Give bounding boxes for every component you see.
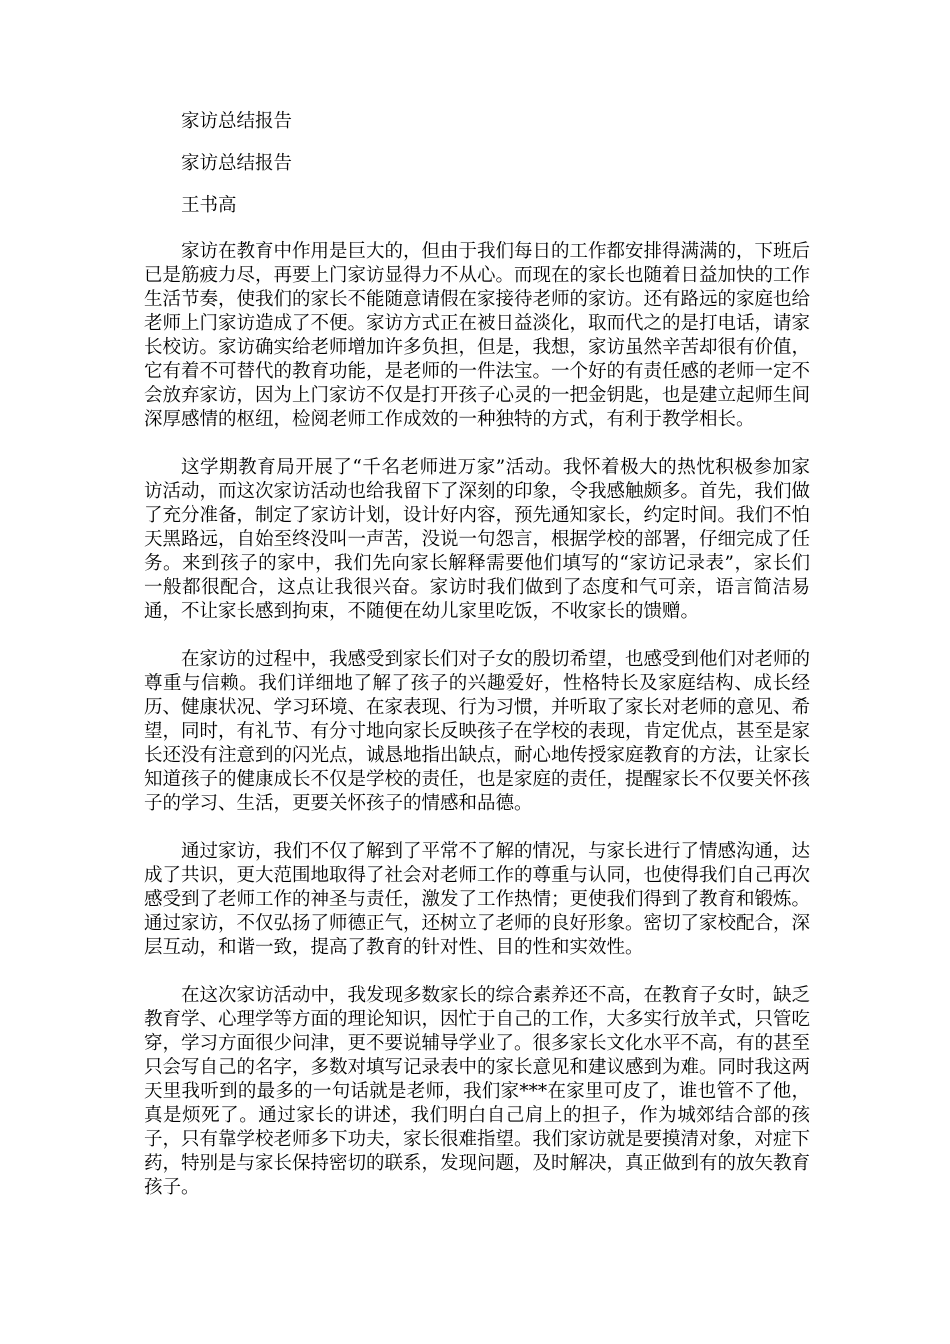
paragraph: 这学期教育局开展了“千名老师进万家”活动。我怀着极大的热忱积极参加家访活动，而这次家访活动也给我留下了深刻的印象，令我感触颇多。首先，我们做了充分准备，制定了家访计划，设计好内容，预先通知家长，约定时间。我们不怕天黑路远，自始至终没叫一声苦，没说一句怨言，根据学校的部署，仔细完成了任务。来到孩子的家中，我们先向家长解释需要他们填写的“家访记录表”，家长们一般都很配合，这点让我很兴奋。家访时我们做到了态度和气可亲，语言简洁易通，不让家长感到拘束，不随便在幼儿家里吃饭，不收家长的馈赠。 — [144, 457, 811, 622]
document-heading: 家访总结报告 — [181, 111, 293, 132]
paragraph: 家访在教育中作用是巨大的，但由于我们每日的工作都安排得满满的，下班后已是筋疲力尽，再要上门家访显得力不从心。而现在的家长也随着日益加快的工作生活节奏，使我们的家长不能随意请假在家接待老师的家访。还有路远的家庭也给老师上门家访造成了不便。家访方式正在被日益淡化，取而代之的是打电话，请家长校访。家访确实给老师增加许多负担，但是，我想，家访虽然辛苦却很有价值，它有着不可替代的教育功能，是老师的一件法宝。一个好的有责任感的老师一定不会放弃家访，因为上门家访不仅是打开孩子心灵的一把金钥匙，也是建立起师生间深厚感情的枢纽，检阅老师工作成效的一种独特的方式，有利于教学相长。 — [144, 241, 811, 430]
document-subheading: 家访总结报告 — [181, 153, 293, 174]
paragraph: 通过家访，我们不仅了解到了平常不了解的情况，与家长进行了情感沟通，达成了共识，更大范围地取得了社会对老师工作的尊重与认同，也使得我们自己再次感受到了老师工作的神圣与责任，激发了工作热情；更使我们得到了教育和锻炼。通过家访，不仅弘扬了师德正气，还树立了老师的良好形象。密切了家校配合，深层互动，和谐一致，提高了教育的针对性、目的性和实效性。 — [144, 841, 811, 958]
document-page — [144, 110, 810, 1224]
paragraph: 在这次家访活动中，我发现多数家长的综合素养还不高，在教育子女时，缺乏教育学、心理学等方面的理论知识，因忙于自己的工作，大多实行放羊式，只管吃穿，学习方面很少问津，更不要说辅导学业了。很多家长文化水平不高，有的甚至只会写自己的名字，多数对填写记录表中的家长意见和建议感到为难。同时我这两天里我听到的最多的一句话就是老师，我们家***在家里可皮了，谁也管不了他，真是烦死了。通过家长的讲述，我们明白自己肩上的担子，作为城郊结合部的孩子，只有靠学校老师多下功夫，家长很难指望。我们家访就是要摸清对象，对症下药，特别是与家长保持密切的联系，发现问题，及时解决，真正做到有的放矢教育孩子。 — [144, 985, 811, 1198]
document-author: 王书高 — [181, 195, 237, 216]
paragraph: 在家访的过程中，我感受到家长们对子女的殷切希望，也感受到他们对老师的尊重与信赖。我们详细地了解了孩子的兴趣爱好，性格特长及家庭结构、成长经历、健康状况、学习环境、在家表现、行为习惯，并听取了家长对老师的意见、希望，同时，有礼节、有分寸地向家长反映孩子在学校的表现，肯定优点，甚至是家长还没有注意到的闪光点，诚恳地指出缺点，耐心地传授家庭教育的方法，让家长知道孩子的健康成长不仅是学校的责任，也是家庭的责任，提醒家长不仅要关怀孩子的学习、生活，更要关怀孩子的情感和品德。 — [144, 649, 811, 814]
